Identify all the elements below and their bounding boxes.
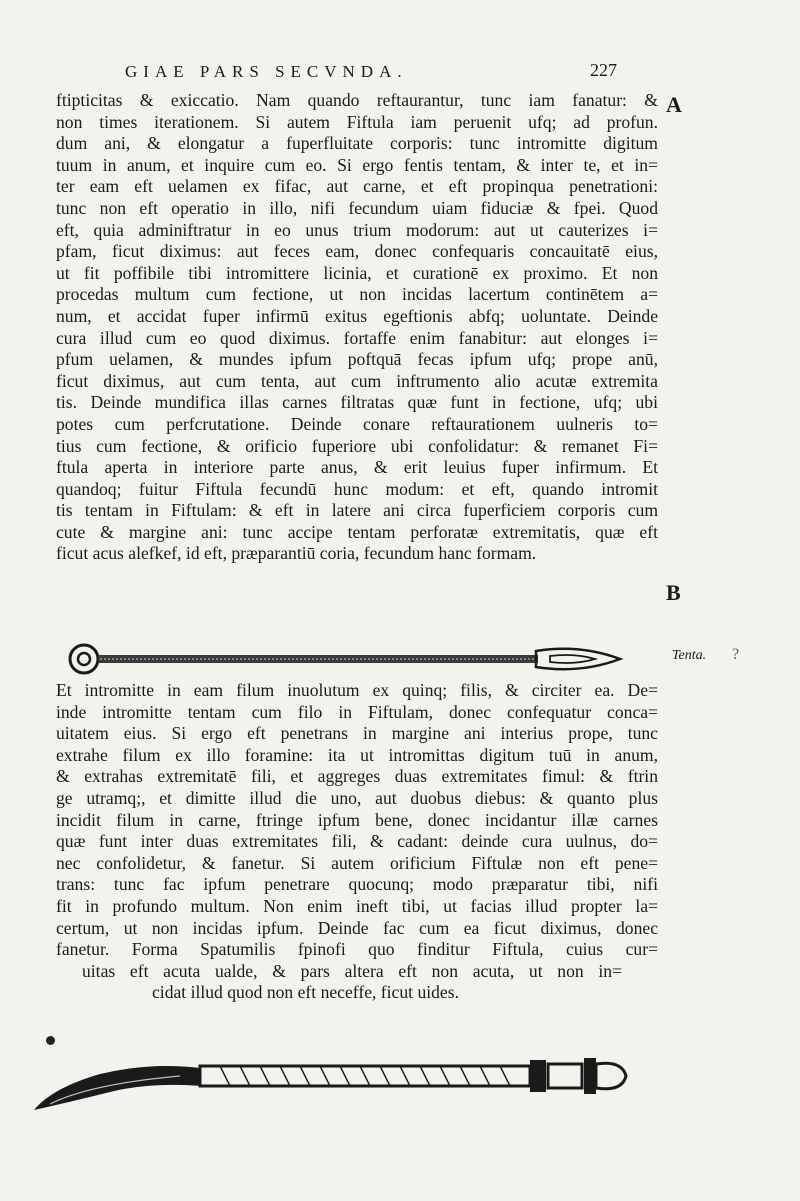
text-line: cute & margine ani: tunc accipe tentam perforatæ extremitatis, quæ eft: [56, 521, 658, 542]
page-number: 227: [590, 60, 617, 80]
text-line: incidit filum in carne, ftringe ipfum bene, donec incidantur illæ carnes: [56, 809, 658, 830]
text-line: ficut diximus, aut cum tenta, aut cum inftrumento alio acutæ extremita: [56, 370, 658, 391]
text-line: tunc non eft operatio in illo, nifi fecundum uiam fiduciæ & fpei. Quod: [56, 197, 658, 218]
text-line: non times iterationem. Si autem Fiftula iam peruenit ufq; ad profun.: [56, 111, 658, 132]
text-line: cura illud cum eo quod diximus. fortaffe enim fanabitur: aut elonges i=: [56, 327, 658, 348]
text-line: uitas eft acuta ualde, & pars altera eft non acuta, ut non in=: [82, 960, 622, 981]
text-line: tis tentam in Fiftulam: & eft in latere ani circa fuperficiem corporis cum: [56, 500, 658, 521]
text-line: & extrahas extremitatē fili, et aggreges duas extremitates fimul: & ftrin: [56, 766, 658, 787]
text-line: ut fit poffibile tibi intromittere licinia, et curationē ex proximo. Et non: [56, 262, 658, 283]
paragraph-one: [56, 90, 658, 565]
text-line: ftula aperta in interiore parte anus, & erit leuius fuper infirmum. Et: [56, 457, 658, 478]
text-line: trans: tunc fac ipfum penetrare quocunq; modo præparatur tibi, nifi: [56, 874, 658, 895]
spatumilis-instrument-illustration: [30, 1040, 630, 1150]
text-line: fit in profundo multum. Non enim ineft tibi, ut facias illud propter la=: [56, 895, 658, 916]
text-line: ge utramq;, et dimitte illud die uno, aut duobus diebus: & quanto plus: [56, 787, 658, 808]
text-line: tuum in anum, et inquire cum eo. Si ergo fentis tentam, & inter te, et in=: [56, 154, 658, 175]
text-line: pfam, ficut diximus: aut feces eam, donec confequaris concauitatē eius,: [56, 241, 658, 262]
text-line: Et intromitte in eam filum inuolutum ex quinq; filis, & circiter ea. De=: [56, 680, 658, 700]
text-line: uitatem eius. Si ergo eft penetrans in margine ani interius prope, tunc: [56, 723, 658, 744]
tenta-margin-mark: ?: [732, 646, 740, 663]
text-line: ftipticitas & exiccatio. Nam quando reftaurantur, tunc iam fanatur: &: [56, 90, 658, 110]
text-line: procedas multum cum fectione, ut non incidas lacertum continētem a=: [56, 284, 658, 305]
running-title: GIAE PARS SECVNDA.: [125, 62, 408, 81]
text-line: tius cum fectione, & orificio fuperiore ubi confolidatur: & remanet Fi=: [56, 435, 658, 456]
text-line: tis. Deinde mundifica illas carnes filtratas quæ funt in fectione, ufq; ubi: [56, 392, 658, 413]
text-line: dum ani, & elongatur a fuperfluitate corporis: tunc intromitte digitum: [56, 133, 658, 154]
text-line: quandoq; fuitur Fiftula fecundū hunc modum: et eft, quando intromit: [56, 478, 658, 499]
text-line: certum, ut non incidas ipfum. Deinde fac cum ea ficut diximus, donec: [56, 917, 658, 938]
text-line: ter eam eft uelamen ex fifac, aut carne, et eft propinqua penetrationi:: [56, 176, 658, 197]
text-line: nec confolidetur, & fanetur. Si autem orificium Fiftulæ non eft pene=: [56, 852, 658, 873]
paragraph-two: [56, 680, 658, 1004]
margin-letter-a: A: [666, 92, 682, 117]
text-line: potes cum perfcrutatione. Deinde conare reftaurationem uulneris to=: [56, 413, 658, 434]
text-line: fanetur. Forma Spatumilis fpinofi quo finditur Fiftula, cuius cur=: [56, 939, 658, 960]
text-line: ficut acus alefkef, id eft, præparantiū coria, fecundum hanc formam.: [56, 543, 537, 564]
text-line: cidat illud quod non eft neceffe, ficut uides.: [152, 982, 459, 1003]
text-line: eft, quia adminiftratur in eo unus trium modorum: aut ut cauterizes i=: [56, 219, 658, 240]
text-line: num, et accidat fuper infirmū exitus egeftionis abfq; uoluntate. Deinde: [56, 305, 658, 326]
text-line: inde intromitte tentam cum filo in Fiftulam, donec confequatur conca=: [56, 701, 658, 722]
text-line: pfum uelamen, & mundes ipfum poftquā fecas ipfum ufq; prope anū,: [56, 349, 658, 370]
tenta-instrument-illustration: [60, 640, 660, 678]
text-line: quæ funt inter duas extremitates fili, & cadant: deinde cura uulnus, do=: [56, 831, 658, 852]
margin-letter-b: B: [666, 580, 681, 605]
tenta-margin-label: Tenta.: [672, 648, 707, 663]
text-line: extrahe filum ex illo foramine: ita ut intromittas digitum tuū in anum,: [56, 744, 658, 765]
